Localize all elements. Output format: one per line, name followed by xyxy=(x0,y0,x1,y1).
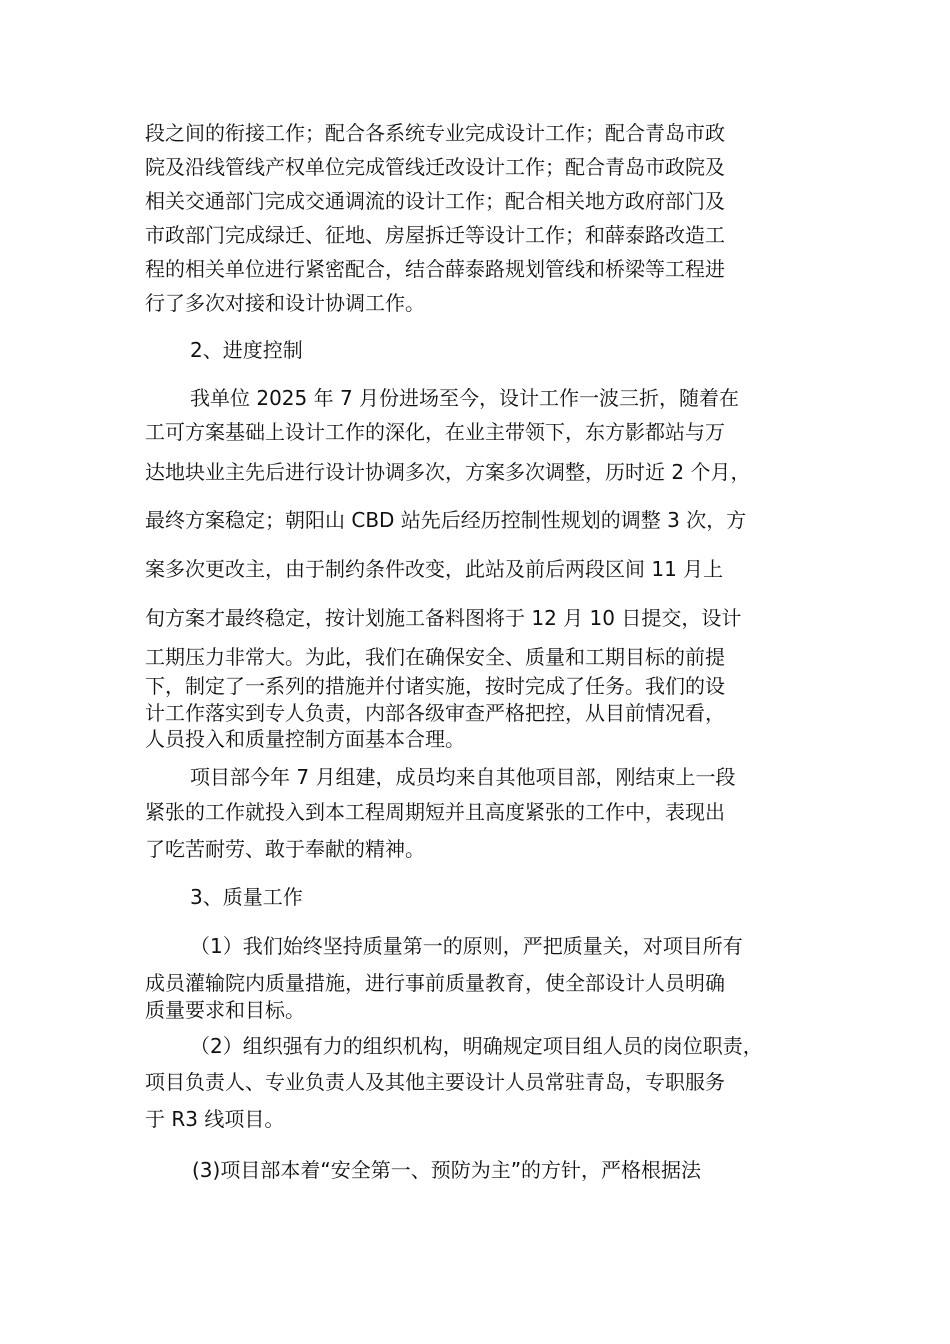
text-line-6: 行了多次对接和设计协调工作。 xyxy=(145,291,425,315)
text-line-17: 人员投入和质量控制方面基本合理。 xyxy=(145,727,465,751)
text-line-14: 工期压力非常大。为此，我们在确保安全、质量和工期目标的前提 xyxy=(145,645,725,669)
text-line-20: 了吃苦耐劳、敢于奉献的精神。 xyxy=(145,837,425,861)
text-line-1: 段之间的衔接工作；配合各系统专业完成设计工作；配合青岛市政 xyxy=(145,121,725,145)
text-line-10: 达地块业主先后进行设计协调多次，方案多次调整，历时近 2 个月， xyxy=(145,460,751,484)
text-line-24: 质量要求和目标。 xyxy=(145,998,305,1022)
text-line-15: 下，制定了一系列的措施并付诸实施，按时完成了任务。我们的设 xyxy=(145,674,725,698)
text-line-4: 市政部门完成绿迁、征地、房屋拆迁等设计工作；和薛泰路改造工 xyxy=(145,223,725,247)
text-line-8: 我单位 2025 年 7 月份进场至今，设计工作一波三折，随着在 xyxy=(190,386,740,410)
text-line-19: 紧张的工作就投入到本工程周期短并且高度紧张的工作中，表现出 xyxy=(145,800,725,824)
text-line-28: (3)项目部本着“安全第一、预防为主”的方针，严格根据法 xyxy=(192,1158,702,1182)
text-line-2: 院及沿线管线产权单位完成管线迁改设计工作；配合青岛市政院及 xyxy=(145,155,725,179)
text-line-5: 程的相关单位进行紧密配合，结合薛泰路规划管线和桥梁等工程进 xyxy=(145,257,725,281)
text-line-22: （1）我们始终坚持质量第一的原则，严把质量关，对项目所有 xyxy=(190,934,743,958)
text-line-9: 工可方案基础上设计工作的深化，在业主带领下，东方影都站与万 xyxy=(145,420,725,444)
text-line-13: 旬方案才最终稳定，按计划施工备料图将于 12 月 10 日提交，设计 xyxy=(145,606,742,630)
text-line-11: 最终方案稳定；朝阳山 CBD 站先后经历控制性规划的调整 3 次，方 xyxy=(145,508,747,532)
text-line-27: 于 R3 线项目。 xyxy=(145,1107,285,1131)
text-line-25: （2）组织强有力的组织机构，明确规定项目组人员的岗位职责， xyxy=(190,1034,763,1058)
text-line-23: 成员灌输院内质量措施，进行事前质量教育，使全部设计人员明确 xyxy=(145,971,725,995)
text-line-16: 计工作落实到专人负责，内部各级审查严格把控，从目前情况看， xyxy=(145,701,725,725)
text-line-26: 项目负责人、专业负责人及其他主要设计人员常驻青岛，专职服务 xyxy=(145,1070,725,1094)
text-line-18: 项目部今年 7 月组建，成员均来自其他项目部，刚结束上一段 xyxy=(190,765,736,789)
section-heading-progress: 2、进度控制 xyxy=(190,338,303,362)
text-line-3: 相关交通部门完成交通调流的设计工作；配合相关地方政府部门及 xyxy=(145,189,725,213)
section-heading-quality: 3、质量工作 xyxy=(190,885,303,909)
text-line-12: 案多次更改主，由于制约条件改变，此站及前后两段区间 11 月上 xyxy=(145,557,724,581)
